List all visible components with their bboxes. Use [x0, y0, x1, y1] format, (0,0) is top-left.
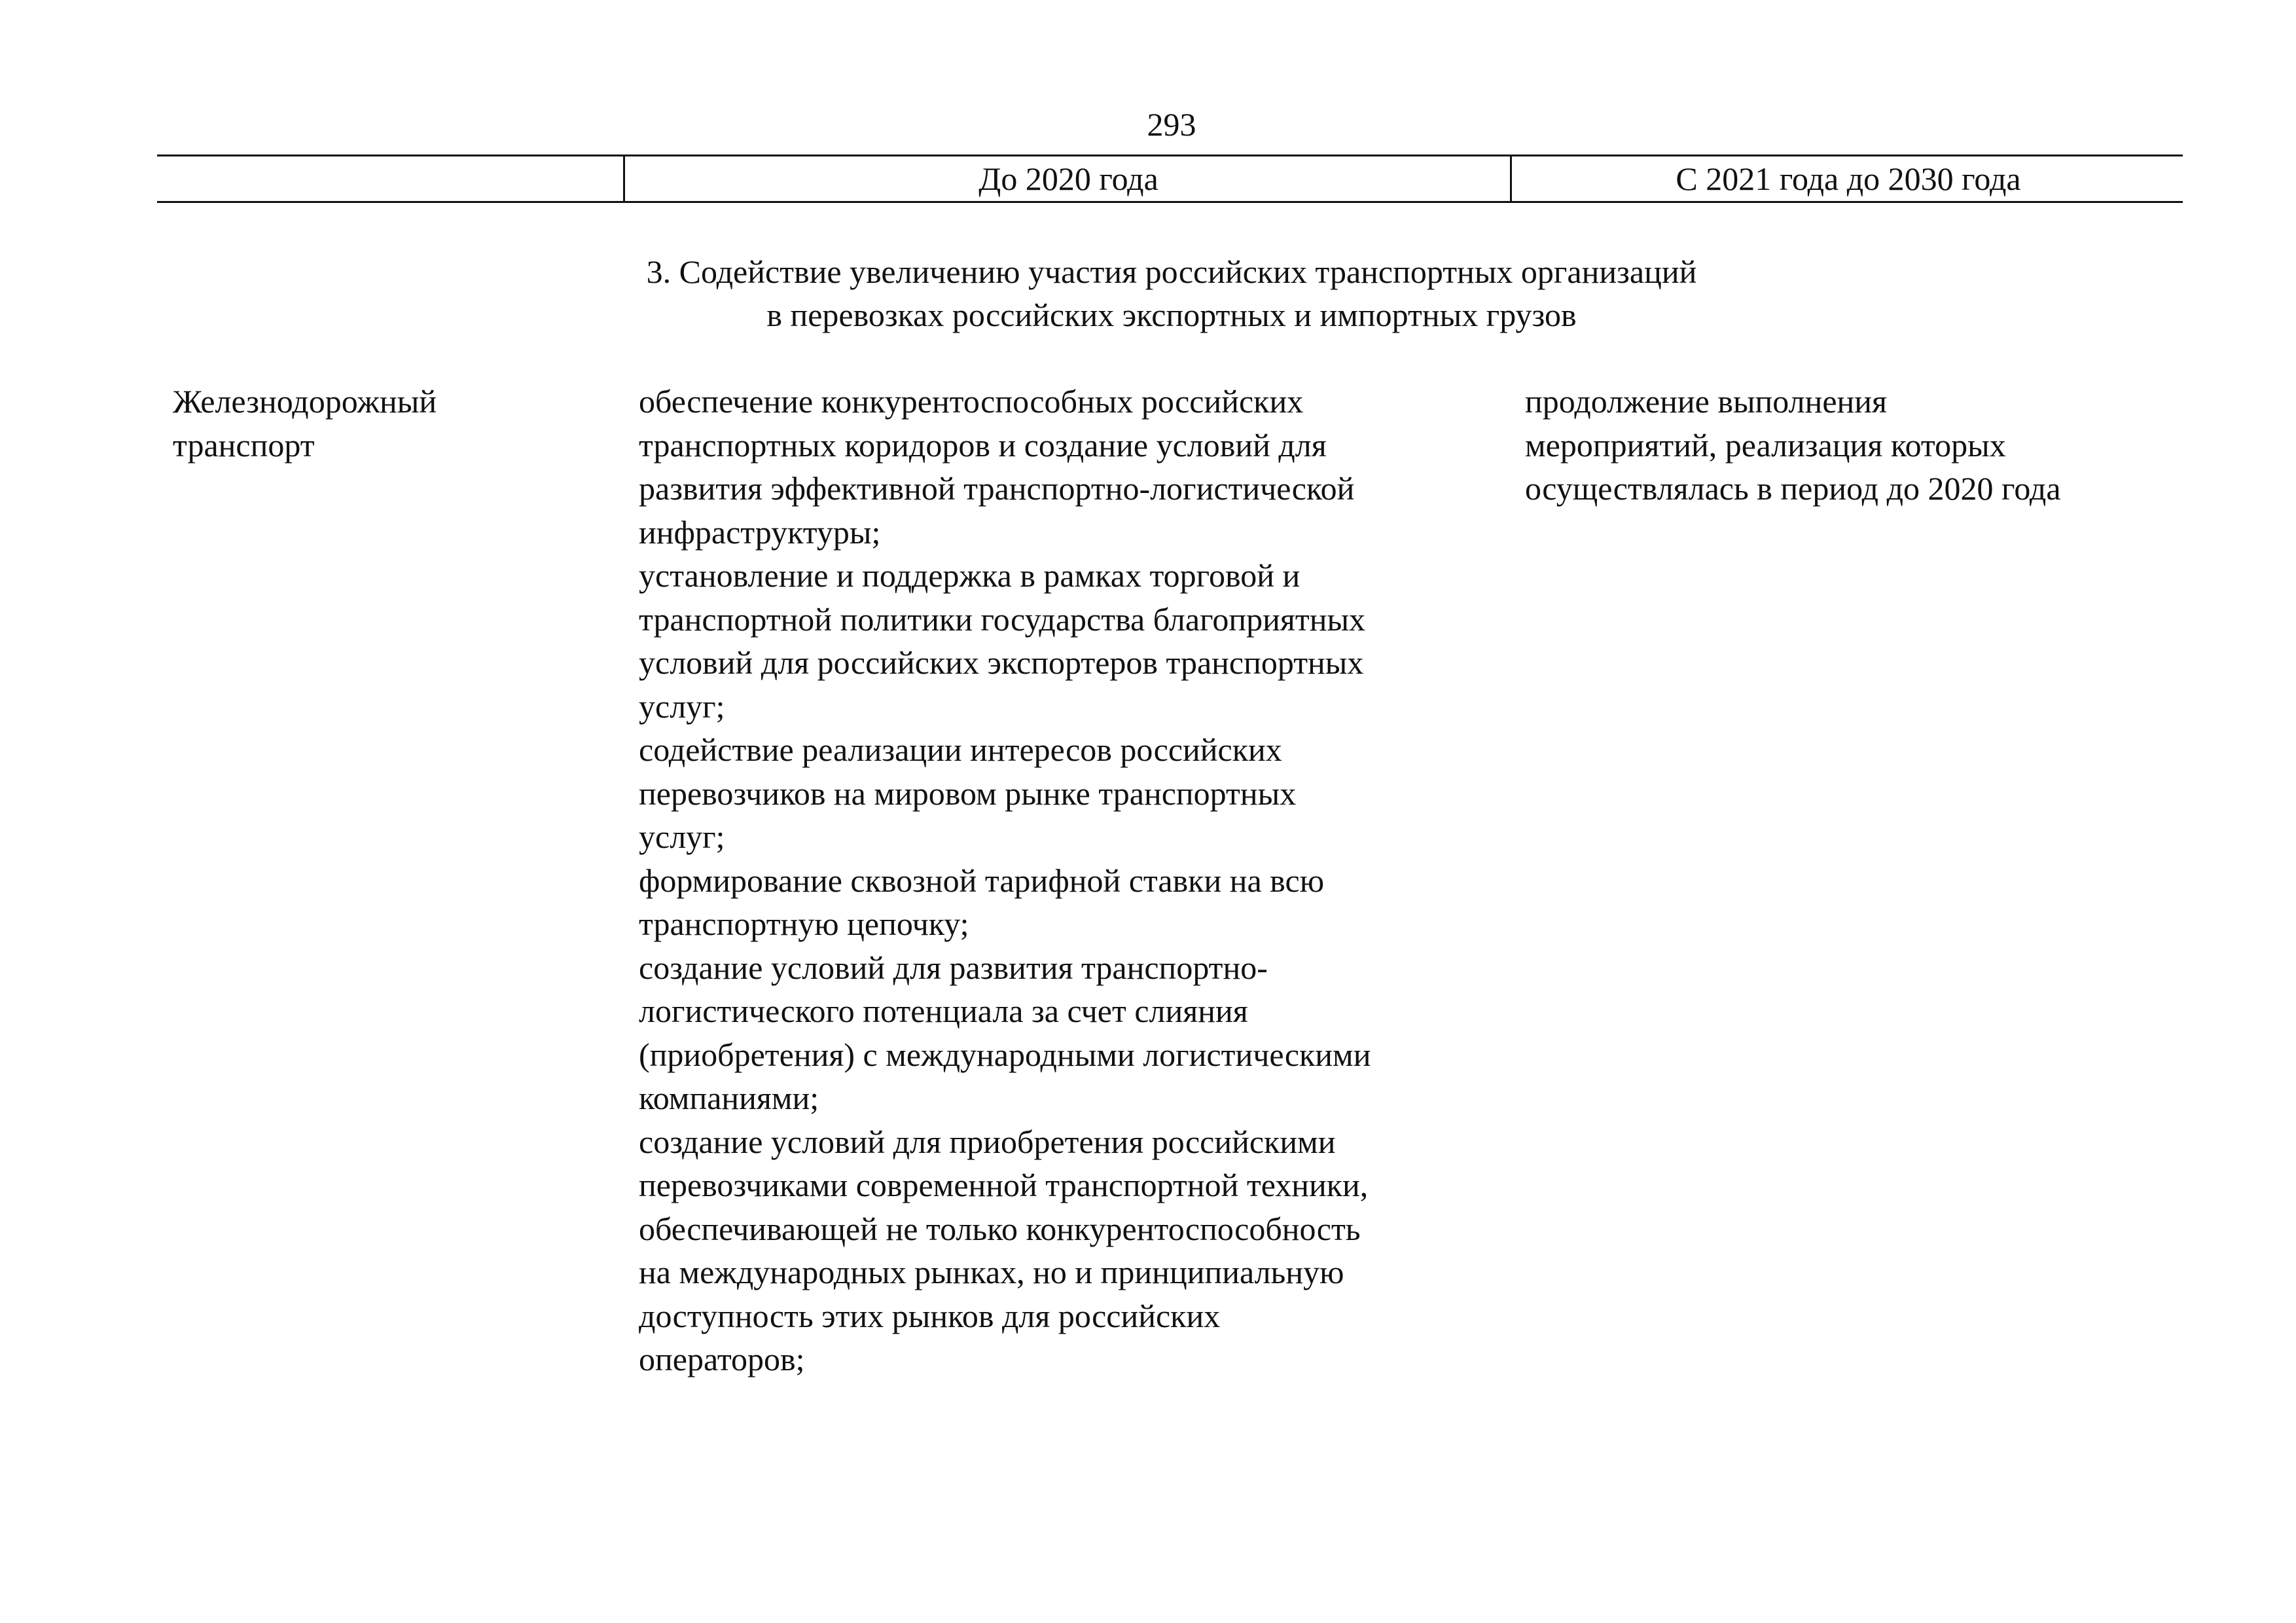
section-title — [0, 250, 2296, 337]
section-title-line-2: в перевозках российских экспортных и импортных грузов — [766, 297, 1577, 333]
section-title-line-1: 3. Содействие увеличению участия российских транспортных организаций — [646, 253, 1697, 290]
header-cell-2021-2030: С 2021 года до 2030 года — [1510, 156, 2185, 201]
until-2020-line: формирование сквозной тарифной ставки на всю — [639, 862, 1325, 899]
row-label — [173, 380, 592, 467]
row-label-line: Железнодорожный — [173, 383, 437, 420]
until-2020-line: транспортной политики государства благоприятных — [639, 600, 1366, 638]
until-2020-line: обеспечивающей не только конкурентоспособность — [639, 1210, 1361, 1247]
after-2021-line: осуществлялась в период до 2020 года — [1525, 470, 2061, 507]
until-2020-line: (приобретения) с международными логистическими — [639, 1036, 1371, 1073]
until-2020-line: услуг; — [639, 687, 725, 725]
until-2020-line: условий для российских экспортеров транспортных — [639, 644, 1364, 681]
after-2021-line: мероприятий, реализация которых — [1525, 426, 2006, 464]
table-header — [157, 155, 2183, 203]
until-2020-line: содействие реализации интересов российских — [639, 731, 1282, 768]
until-2020-line: компаниями; — [639, 1080, 819, 1116]
after-2021-line: продолжение выполнения — [1525, 383, 1888, 420]
until-2020-line: доступность этих рынков для российских — [639, 1297, 1221, 1334]
header-cell-until-2020: До 2020 года — [623, 156, 1512, 201]
until-2020-line: обеспечение конкурентоспособных российских — [639, 383, 1304, 420]
until-2020-line: создание условий для приобретения российскими — [639, 1123, 1336, 1160]
row-label-line: транспорт — [173, 426, 315, 464]
until-2020-line: транспортных коридоров и создание условий для — [639, 426, 1327, 464]
until-2020-line: логистического потенциала за счет слияния — [639, 993, 1248, 1029]
until-2020-line: на международных рынках, но и принципиальную — [639, 1254, 1344, 1290]
header-cell-empty — [157, 156, 623, 201]
until-2020-line: инфраструктуры; — [639, 513, 881, 551]
until-2020-line: установление и поддержка в рамках торговой и — [639, 557, 1300, 594]
page-number: 293 — [1147, 106, 1196, 143]
until-2020-line: перевозчиками современной транспортной техники, — [639, 1167, 1369, 1203]
until-2020-line: создание условий для развития транспортно- — [639, 949, 1268, 986]
until-2020-cell — [639, 380, 1516, 1381]
until-2020-line: транспортную цепочку; — [639, 905, 969, 942]
until-2020-line: услуг; — [639, 818, 725, 855]
until-2020-line: перевозчиков на мировом рынке транспортных — [639, 775, 1297, 812]
until-2020-line: развития эффективной транспортно-логистической — [639, 470, 1355, 507]
after-2021-cell — [1525, 380, 2179, 511]
until-2020-line: операторов; — [639, 1341, 805, 1377]
